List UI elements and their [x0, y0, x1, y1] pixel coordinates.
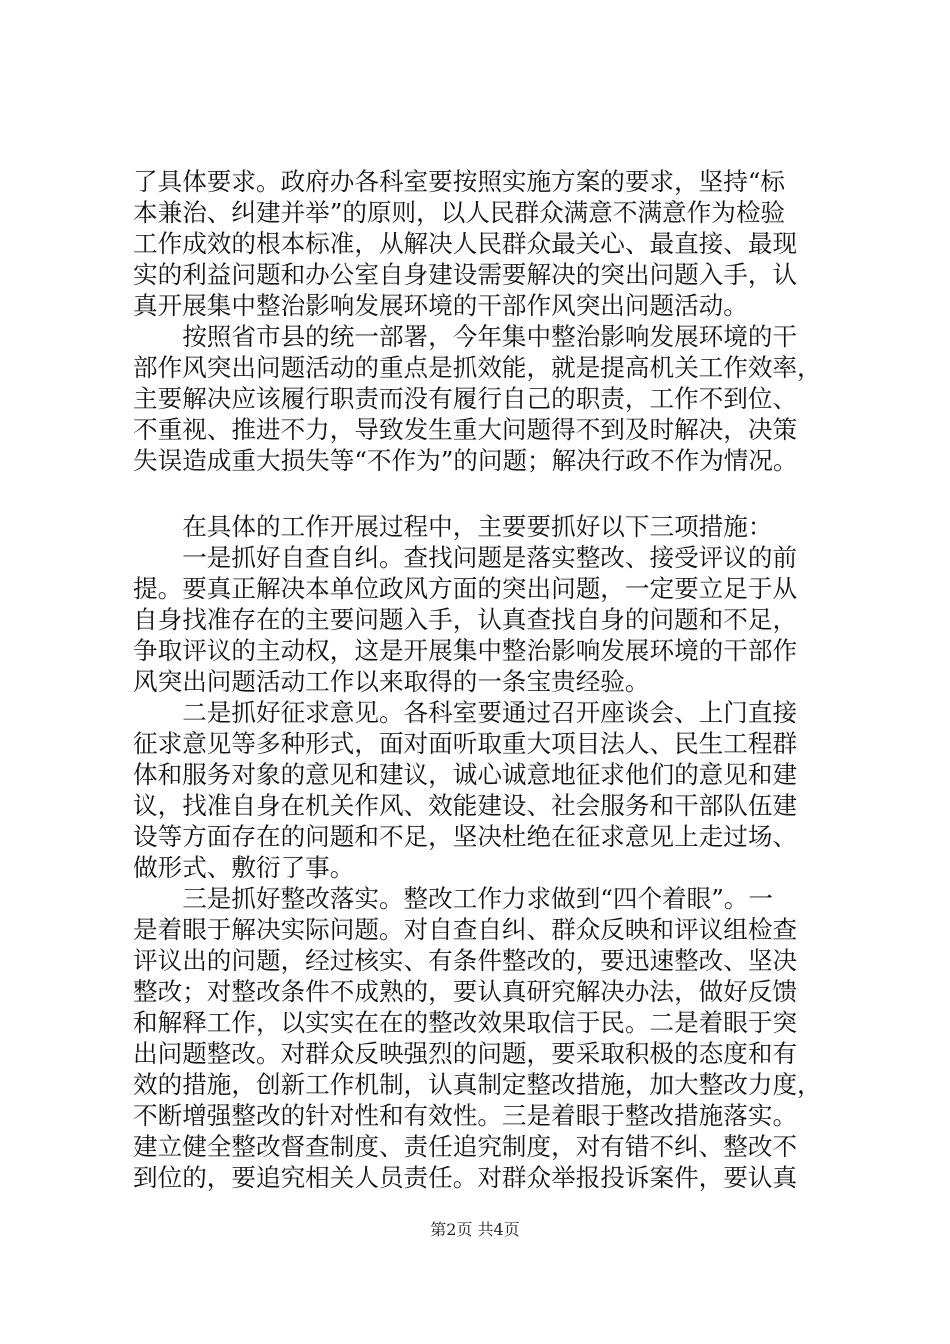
- text-line: 自身找准存在的主要问题入手，认真查找自身的问题和不足，: [133, 605, 798, 634]
- text-line: 效的措施，创新工作机制，认真制定整改措施，加大整改力度，: [133, 1070, 822, 1099]
- text-line: 出问题整改。对群众反映强烈的问题，要采取积极的态度和有: [133, 1039, 798, 1068]
- document-body: [133, 166, 828, 1193]
- paragraph-1: [133, 166, 828, 321]
- text-line: 实的利益问题和办公室自身建设需要解决的突出问题入手，认: [133, 260, 798, 289]
- text-line: 设等方面存在的问题和不足，坚决杜绝在征求意见上走过场、: [133, 822, 798, 851]
- text-line: 争取评议的主动权，这是开展集中整治影响发展环境的干部作: [133, 636, 798, 665]
- paragraph-spacer: [133, 476, 828, 511]
- text-line: 主要解决应该履行职责而没有履行自己的职责，工作不到位、: [133, 384, 798, 413]
- text-line: 和解释工作，以实实在在的整改效果取信于民。二是着眼于突: [133, 1008, 798, 1037]
- text-line: 一是抓好自查自纠。查找问题是落实整改、接受评议的前: [133, 543, 798, 572]
- text-line: 真开展集中整治影响发展环境的干部作风突出问题活动。: [133, 291, 748, 320]
- text-line: 失误造成重大损失等“不作为”的问题；解决行政不作为情况。: [133, 446, 798, 475]
- text-line: 提。要真正解决本单位政风方面的突出问题，一定要立足于从: [133, 574, 798, 603]
- text-line: 三是抓好整改落实。整改工作力求做到“四个着眼”。一: [133, 884, 773, 913]
- text-line: 做形式、敷衍了事。: [133, 853, 355, 882]
- text-line: 风突出问题活动工作以来取得的一条宝贵经验。: [133, 667, 650, 696]
- text-line: 到位的，要追究相关人员责任。对群众举报投诉案件，要认真: [133, 1163, 798, 1192]
- paragraph-6: [133, 883, 828, 1193]
- text-line: 整改；对整改条件不成熟的，要认真研究解决办法，做好反馈: [133, 977, 798, 1006]
- paragraph-2: [133, 321, 828, 476]
- text-line: 不断增强整改的针对性和有效性。三是着眼于整改措施落实。: [133, 1101, 798, 1130]
- text-line: 不重视、推进不力，导致发生重大问题得不到及时解决，决策: [133, 415, 798, 444]
- text-line: 议，找准自身在机关作风、效能建设、社会服务和干部队伍建: [133, 791, 798, 820]
- text-line: 在具体的工作开展过程中，主要要抓好以下三项措施：: [133, 512, 773, 541]
- paragraph-5: [133, 697, 828, 883]
- paragraph-3: [133, 511, 828, 542]
- text-line: 是着眼于解决实际问题。对自查自纠、群众反映和评议组检查: [133, 915, 798, 944]
- text-line: 建立健全整改督查制度、责任追究制度，对有错不纠、整改不: [133, 1132, 798, 1161]
- paragraph-4: [133, 542, 828, 697]
- text-line: 部作风突出问题活动的重点是抓效能，就是提高机关工作效率，: [133, 353, 822, 382]
- text-line: 本兼治、纠建并举”的原则，以人民群众满意不满意作为检验: [133, 198, 786, 227]
- text-line: 按照省市县的统一部署，今年集中整治影响发展环境的干: [133, 322, 798, 351]
- text-line: 评议出的问题，经过核实、有条件整改的，要迅速整改、坚决: [133, 946, 798, 975]
- text-line: 了具体要求。政府办各科室要按照实施方案的要求，坚持“标: [133, 167, 786, 196]
- text-line: 征求意见等多种形式，面对面听取重大项目法人、民生工程群: [133, 729, 798, 758]
- page-number-footer: 第2页 共4页: [430, 1220, 520, 1239]
- text-line: 体和服务对象的意见和建议，诚心诚意地征求他们的意见和建: [133, 760, 798, 789]
- text-line: 工作成效的根本标准，从解决人民群众最关心、最直接、最现: [133, 229, 798, 258]
- text-line: 二是抓好征求意见。各科室要通过召开座谈会、上门直接: [133, 698, 798, 727]
